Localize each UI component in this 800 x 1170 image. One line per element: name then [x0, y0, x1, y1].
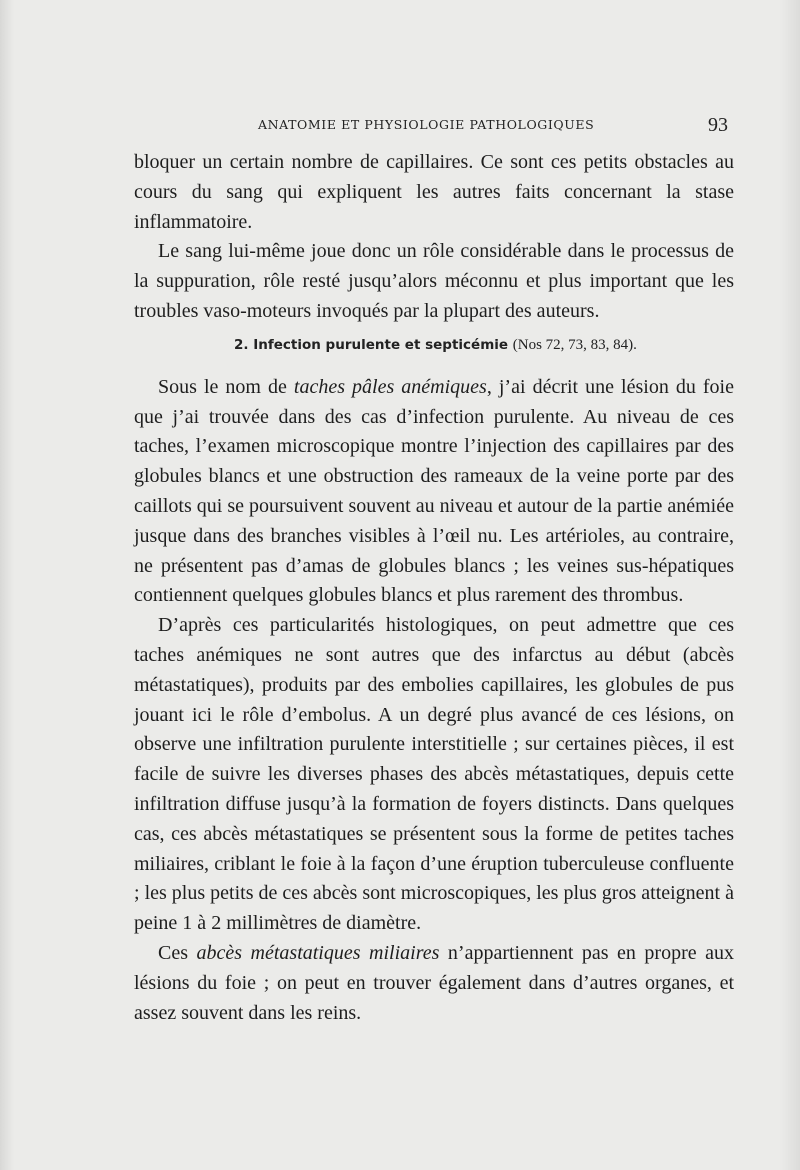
section-heading — [134, 335, 734, 355]
page-header — [134, 114, 734, 137]
paragraph-2: Le sang lui-même joue donc un rôle considérable dans le processus de la suppuration, rôle resté jusqu’alors méconnu et plus important que les troubles vaso-moteurs invoqués par la plupart des auteurs. — [134, 240, 734, 322]
paragraph-5-rest: n’appartiennent pas en propre aux lésions du foie ; on peut en trouver également dans d’autres organes, et assez souvent dans les reins. — [134, 941, 735, 1024]
paragraph-4: D’après ces particularités histologiques, on peut admettre que ces taches anémiques ne sont autres que des infarctus au début (abcès métastatiques), produits par des embolies capillaires, les globules de pus jouant ici le rôle d’embolus. A un degré plus avancé de ces lésions, on observe une infiltration purulente interstitielle ; sur certaines pièces, il est facile de suivre les diverses phases des abcès métastatiques, depuis cette infiltration diffuse jusqu’à la formation de foyers distincts. Dans quelques cas, ces abcès métastatiques se présentent sous la forme de petites taches miliaires, criblant le foie à la façon d’une éruption tuberculeuse confluente ; les plus petits de ces abcès sont microscopiques, les plus gros atteignent à peine 1 à 2 millimètres de diamètre. — [134, 614, 734, 935]
section-references: (Nos 72, 73, 83, 84). — [512, 336, 637, 353]
paragraph-3-emphasis: taches pâles anémiques — [293, 375, 487, 398]
paragraph-5 — [134, 939, 734, 1028]
paragraph-3-start: Sous le nom de — [158, 375, 294, 398]
paragraph-5-emphasis: abcès métastatiques miliaires — [196, 941, 440, 964]
paragraph-3 — [134, 373, 734, 611]
paragraph-5-start: Ces — [158, 941, 197, 964]
page-body — [134, 148, 734, 1028]
running-title: ANATOMIE ET PHYSIOLOGIE PATHOLOGIQUES — [258, 117, 595, 132]
page-number: 93 — [708, 114, 728, 136]
section-title: 2. Infection purulente et septicémie — [234, 336, 509, 353]
paragraph-3-rest: , j’ai décrit une lésion du foie que j’ai trouvée dans des cas d’infection purulente. Au niveau de ces taches, l’examen microscopique montre l’injection des capillaires par des globules blancs et une obstruction des rameaux de la veine porte par des caillots qui se poursuivent souvent au niveau et autour de la partie anémiée jusque dans des branches visibles à l’œil nu. Les artérioles, au contraire, ne présentent pas d’amas de globules blancs ; les veines sus-hépatiques contiennent quelques globules blancs et plus rarement des thrombus. — [134, 375, 734, 607]
paragraph-1: bloquer un certain nombre de capillaires. Ce sont ces petits obstacles au cours du sang qui expliquent les autres faits concernant la stase inflammatoire. — [134, 151, 734, 233]
